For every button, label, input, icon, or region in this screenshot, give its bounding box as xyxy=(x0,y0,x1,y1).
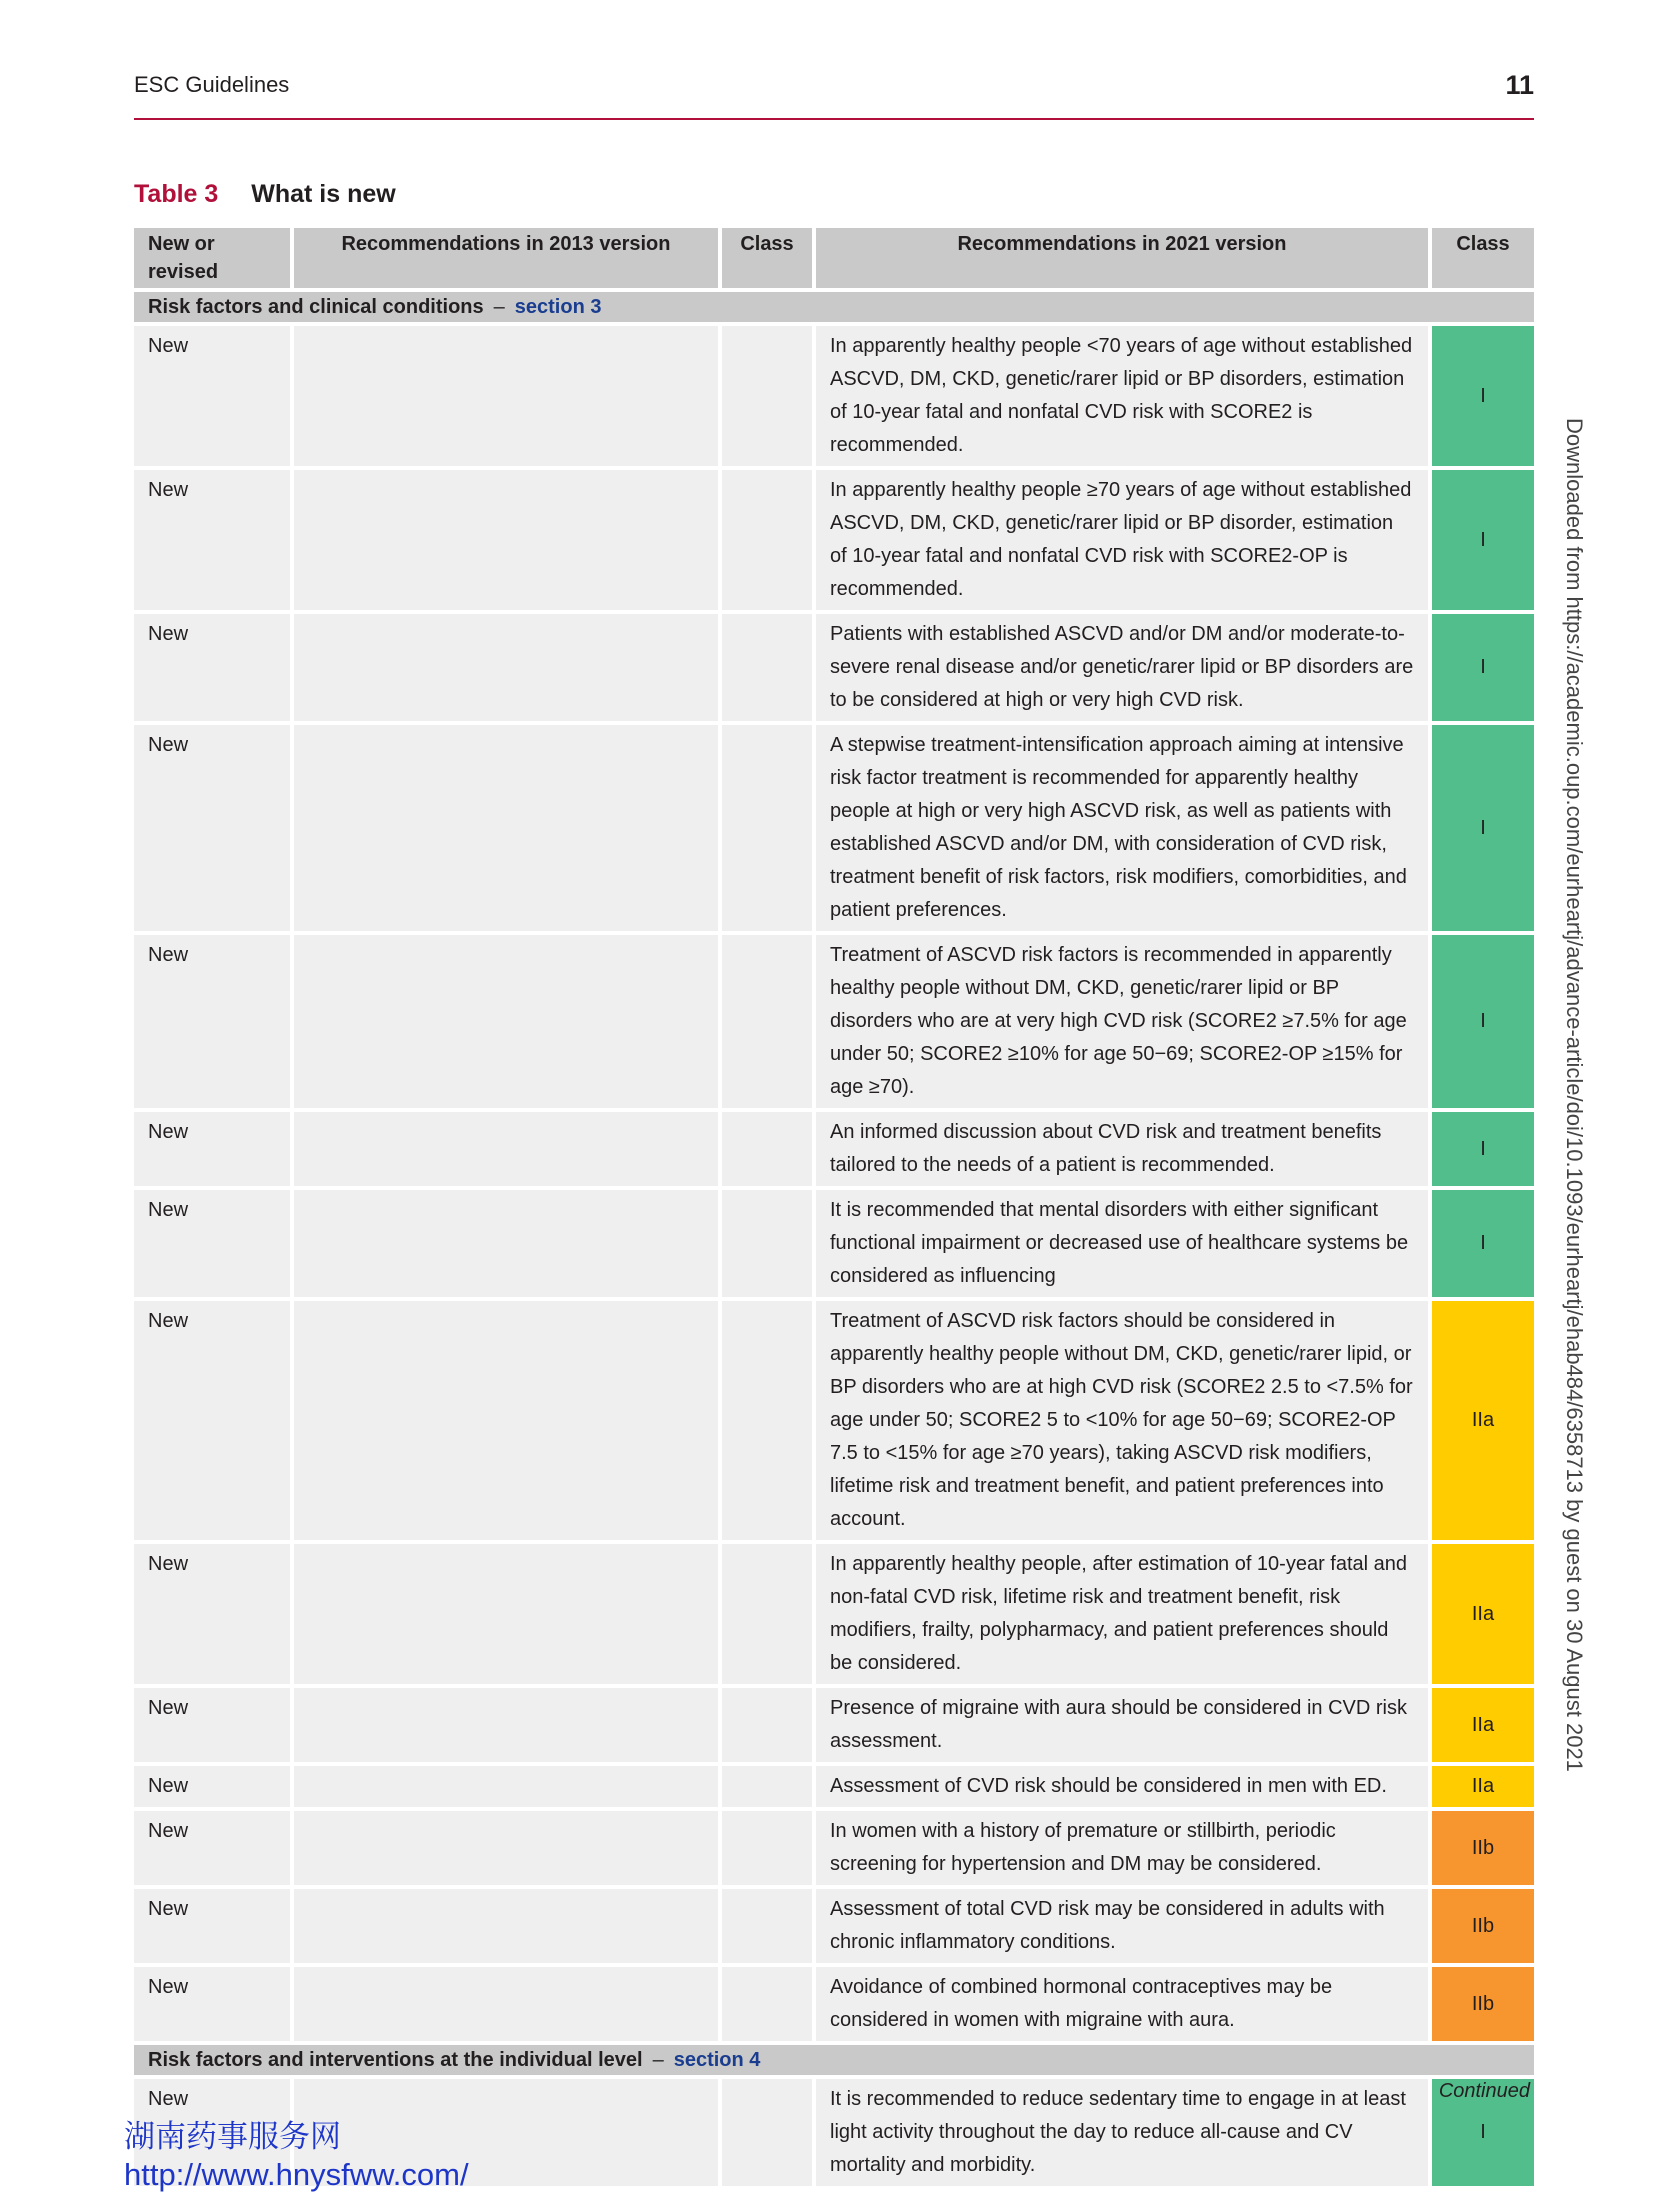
section-dash: – xyxy=(493,296,505,318)
new-recommendation-cell: In apparently healthy people, after estimation of 10-year fatal and non-fatal CVD risk, lifetime risk and treatment benefit, risk modifiers, frailty, polypharmacy, and patient preferences should be considered. xyxy=(816,1544,1428,1684)
old-class-cell xyxy=(722,326,812,466)
section-link[interactable]: section 3 xyxy=(514,296,602,318)
new-recommendation-cell: Assessment of CVD risk should be considered in men with ED. xyxy=(816,1766,1428,1807)
old-recommendation-cell xyxy=(294,725,718,931)
watermark-url[interactable]: http://www.hnysfww.com/ xyxy=(124,2157,469,2192)
new-recommendation-cell: It is recommended that mental disorders with either significant functional impairment or decreased use of healthcare systems be considered as influencing xyxy=(816,1190,1428,1297)
status-cell: New xyxy=(134,614,290,721)
section-title: Risk factors and clinical conditions xyxy=(148,296,484,318)
site-watermark xyxy=(124,2118,469,2194)
download-note: Downloaded from https://academic.oup.com/eurheartj/advance-article/doi/10.1093/eurheartj/ehab484/6358713 by guest on 30 August 2021 xyxy=(1562,418,1587,1772)
old-class-cell xyxy=(722,614,812,721)
section-link[interactable]: section 4 xyxy=(673,2049,761,2071)
table-row xyxy=(134,1766,1534,1807)
class-badge: IIa xyxy=(1432,1766,1534,1807)
new-recommendation-cell: Presence of migraine with aura should be considered in CVD risk assessment. xyxy=(816,1688,1428,1762)
class-badge: I xyxy=(1432,935,1534,1108)
table-body xyxy=(134,292,1534,2186)
section-dash: – xyxy=(652,2049,664,2071)
column-header: New or revised xyxy=(134,228,290,288)
status-cell: New xyxy=(134,1688,290,1762)
status-cell: New xyxy=(134,1112,290,1186)
old-recommendation-cell xyxy=(294,1301,718,1540)
column-header: Recommendations in 2021 version xyxy=(816,228,1428,288)
status-cell: New xyxy=(134,1889,290,1963)
section-header xyxy=(134,2045,1534,2075)
old-recommendation-cell xyxy=(294,1766,718,1807)
old-class-cell xyxy=(722,1889,812,1963)
new-recommendation-cell: In apparently healthy people ≥70 years of age without established ASCVD, DM, CKD, genetic/rarer lipid or BP disorder, estimation of 10-year fatal and nonfatal CVD risk with SCORE2-OP is recommended. xyxy=(816,470,1428,610)
class-badge: IIb xyxy=(1432,1967,1534,2041)
status-cell: New xyxy=(134,326,290,466)
table-row xyxy=(134,614,1534,721)
table-header-row xyxy=(134,228,1534,288)
table-row xyxy=(134,725,1534,931)
status-cell: New xyxy=(134,2079,290,2186)
table-row xyxy=(134,935,1534,1108)
old-class-cell xyxy=(722,470,812,610)
class-badge: I xyxy=(1432,1112,1534,1186)
old-recommendation-cell xyxy=(294,1967,718,2041)
status-cell: New xyxy=(134,470,290,610)
old-class-cell xyxy=(722,1766,812,1807)
class-badge: IIb xyxy=(1432,1889,1534,1963)
old-class-cell xyxy=(722,1811,812,1885)
status-cell: New xyxy=(134,725,290,931)
new-recommendation-cell: A stepwise treatment-intensification approach aiming at intensive risk factor treatment is recommended for apparently healthy people at high or very high ASCVD risk, as well as patients with established ASCVD and/or DM, with consideration of CVD risk, treatment benefit of risk factors, risk modifiers, comorbidities, and patient preferences. xyxy=(816,725,1428,931)
page-number: 11 xyxy=(1505,70,1534,100)
section-header-row xyxy=(134,292,1534,322)
status-cell: New xyxy=(134,1811,290,1885)
table-row xyxy=(134,1967,1534,2041)
status-cell: New xyxy=(134,1766,290,1807)
section-title: Risk factors and interventions at the individual level xyxy=(148,2049,643,2071)
new-recommendation-cell: An informed discussion about CVD risk and treatment benefits tailored to the needs of a patient is recommended. xyxy=(816,1112,1428,1186)
watermark-title: 湖南药事服务网 xyxy=(124,2119,341,2154)
column-header: Recommendations in 2013 version xyxy=(294,228,718,288)
old-recommendation-cell xyxy=(294,1811,718,1885)
journal-name: ESC Guidelines xyxy=(134,72,290,97)
old-recommendation-cell xyxy=(294,1112,718,1186)
new-recommendation-cell: Treatment of ASCVD risk factors should be considered in apparently healthy people without DM, CKD, genetic/rarer lipid, or BP disorders who are at high CVD risk (SCORE2 2.5 to <7.5% for age under 50; SCORE2 5 to <10% for age 50−69; SCORE2-OP 7.5 to <15% for age ≥70 years), taking ASCVD risk modifiers, lifetime risk and treatment benefit, and patient preferences into account. xyxy=(816,1301,1428,1540)
status-cell: New xyxy=(134,1190,290,1297)
running-head xyxy=(134,70,1534,114)
class-badge: IIa xyxy=(1432,1688,1534,1762)
old-recommendation-cell xyxy=(294,1688,718,1762)
old-recommendation-cell xyxy=(294,326,718,466)
table-label: Table 3 xyxy=(134,180,219,208)
class-badge: IIb xyxy=(1432,1811,1534,1885)
old-recommendation-cell xyxy=(294,1190,718,1297)
old-recommendation-cell xyxy=(294,1889,718,1963)
new-recommendation-cell: Treatment of ASCVD risk factors is recommended in apparently healthy people without DM, CKD, genetic/rarer lipid or BP disorders who are at very high CVD risk (SCORE2 ≥7.5% for age under 50; SCORE2 ≥10% for age 50−69; SCORE2-OP ≥15% for age ≥70). xyxy=(816,935,1428,1108)
status-cell: New xyxy=(134,935,290,1108)
table-row xyxy=(134,1112,1534,1186)
section-header xyxy=(134,292,1534,322)
old-class-cell xyxy=(722,1967,812,2041)
table-row xyxy=(134,1688,1534,1762)
table-row xyxy=(134,1301,1534,1540)
class-badge: I xyxy=(1432,2079,1534,2186)
new-recommendation-cell: Assessment of total CVD risk may be considered in adults with chronic inflammatory conditions. xyxy=(816,1889,1428,1963)
class-badge: I xyxy=(1432,725,1534,931)
old-class-cell xyxy=(722,1190,812,1297)
old-class-cell xyxy=(722,1688,812,1762)
section-header-row xyxy=(134,2045,1534,2075)
table-title: What is new xyxy=(251,180,396,208)
class-badge: I xyxy=(1432,326,1534,466)
table-row xyxy=(134,326,1534,466)
continued-note: Continued xyxy=(1438,2080,1530,2102)
table-row xyxy=(134,1544,1534,1684)
table-row xyxy=(134,1811,1534,1885)
class-badge: IIa xyxy=(1432,1544,1534,1684)
status-cell: New xyxy=(134,1301,290,1540)
new-recommendation-cell: Patients with established ASCVD and/or DM and/or moderate-to-severe renal disease and/or genetic/rarer lipid or BP disorders are to be considered at high or very high CVD risk. xyxy=(816,614,1428,721)
old-recommendation-cell xyxy=(294,935,718,1108)
class-badge: I xyxy=(1432,1190,1534,1297)
column-header: Class xyxy=(1432,228,1534,288)
old-class-cell xyxy=(722,2079,812,2186)
old-class-cell xyxy=(722,935,812,1108)
old-recommendation-cell xyxy=(294,614,718,721)
column-header: Class xyxy=(722,228,812,288)
table-row xyxy=(134,470,1534,610)
new-recommendation-cell: In women with a history of premature or stillbirth, periodic screening for hypertension and DM may be considered. xyxy=(816,1811,1428,1885)
table-caption xyxy=(134,180,396,209)
old-class-cell xyxy=(722,1544,812,1684)
table-row xyxy=(134,1190,1534,1297)
new-recommendation-cell: It is recommended to reduce sedentary time to engage in at least light activity throughout the day to reduce all-cause and CV mortality and morbidity. xyxy=(816,2079,1428,2186)
status-cell: New xyxy=(134,1967,290,2041)
old-recommendation-cell xyxy=(294,1544,718,1684)
class-badge: I xyxy=(1432,470,1534,610)
class-badge: IIa xyxy=(1432,1301,1534,1540)
recommendations-table xyxy=(130,224,1538,2190)
new-recommendation-cell: In apparently healthy people <70 years of age without established ASCVD, DM, CKD, genetic/rarer lipid or BP disorders, estimation of 10-year fatal and nonfatal CVD risk with SCORE2 is recommended. xyxy=(816,326,1428,466)
table-row xyxy=(134,1889,1534,1963)
old-class-cell xyxy=(722,1112,812,1186)
old-recommendation-cell xyxy=(294,470,718,610)
new-recommendation-cell: Avoidance of combined hormonal contraceptives may be considered in women with migraine with aura. xyxy=(816,1967,1428,2041)
class-badge: I xyxy=(1432,614,1534,721)
old-class-cell xyxy=(722,1301,812,1540)
old-class-cell xyxy=(722,725,812,931)
status-cell: New xyxy=(134,1544,290,1684)
header-rule xyxy=(134,118,1534,120)
